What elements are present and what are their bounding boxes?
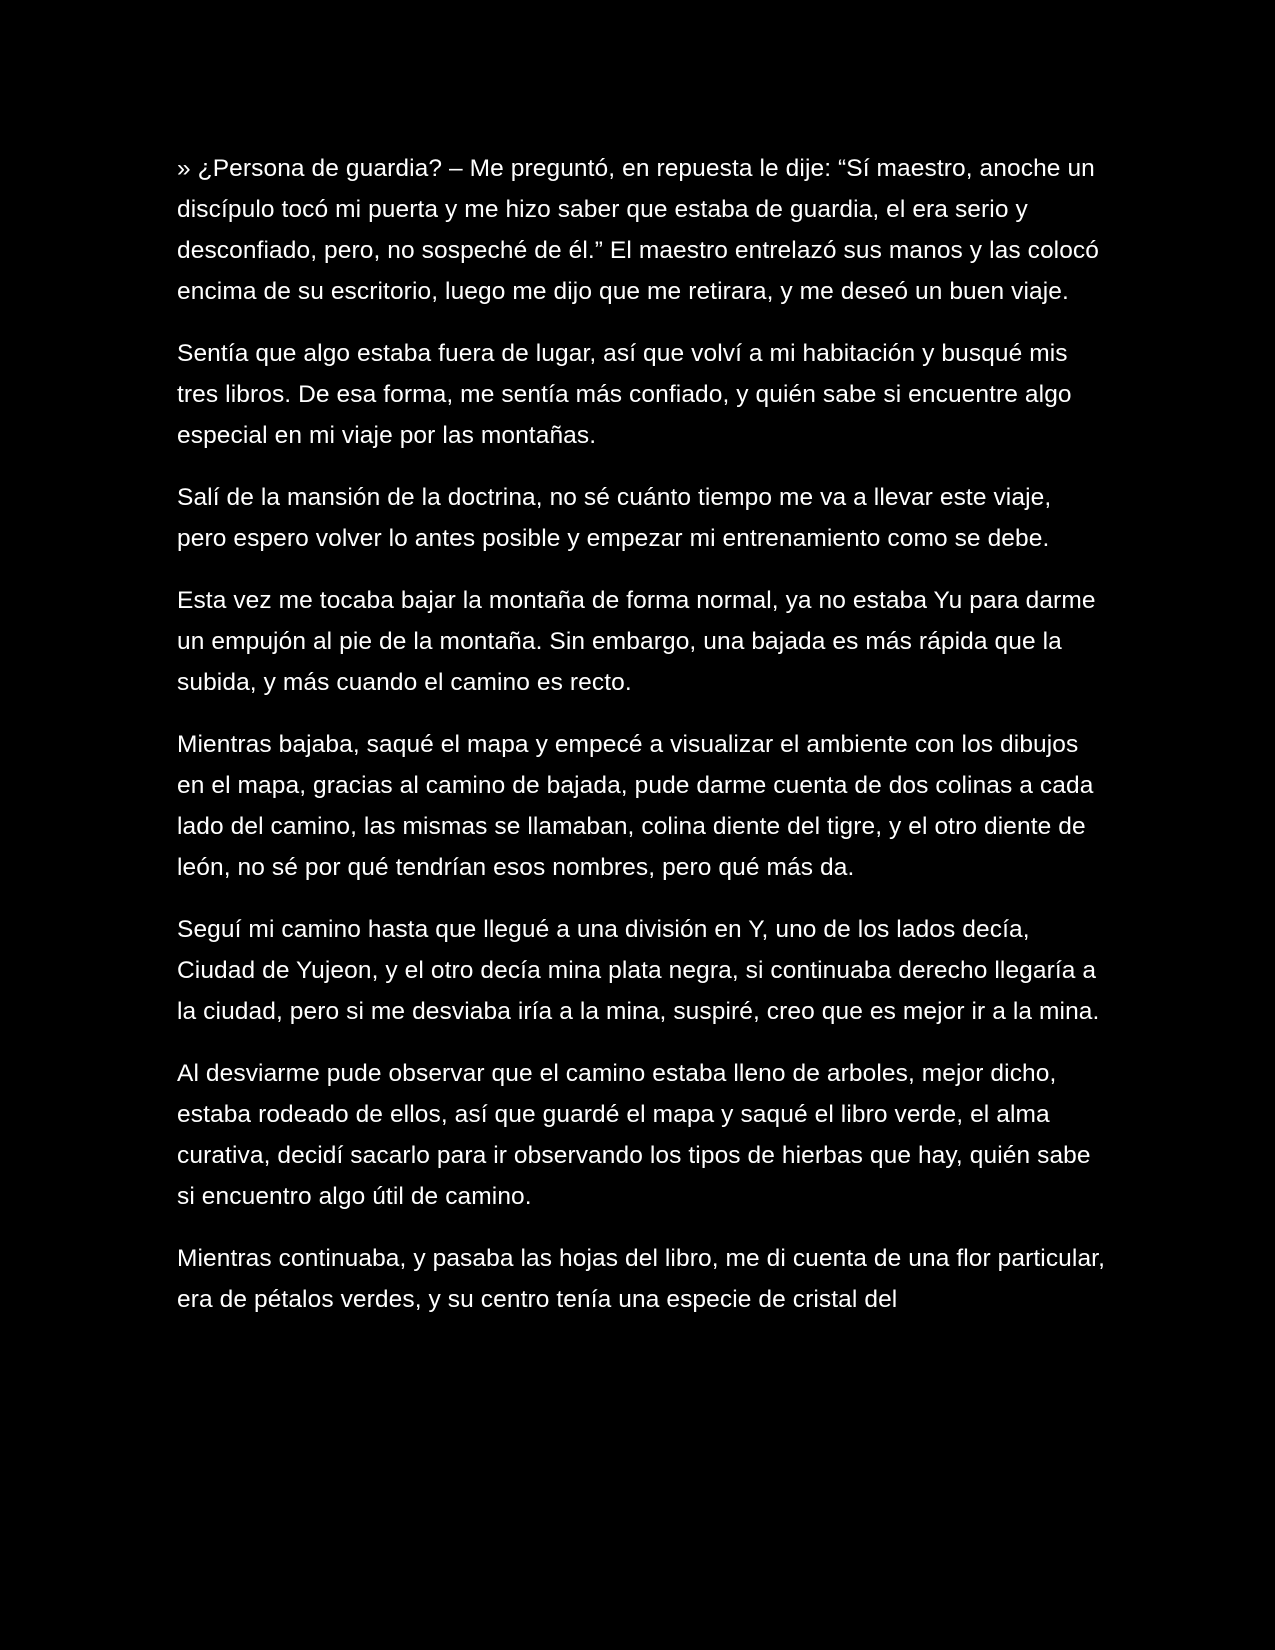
- paragraph-4: Esta vez me tocaba bajar la montaña de forma normal, ya no estaba Yu para darme un empujón al pie de la montaña. Sin embargo, una bajada es más rápida que la subida, y más cuando el camino es recto.: [177, 587, 1096, 696]
- paragraph-1: » ¿Persona de guardia? – Me preguntó, en repuesta le dije: “Sí maestro, anoche un discípulo tocó mi puerta y me hizo saber que estaba de guardia, el era serio y desconfiado, pero, no sospeché de él.” El maestro entrelazó sus manos y las colocó encima de su escritorio, luego me dijo que me retirara, y me deseó un buen viaje.: [177, 155, 1100, 305]
- document-body: [177, 148, 1107, 1341]
- paragraph-7: Al desviarme pude observar que el camino estaba lleno de arboles, mejor dicho, estaba rodeado de ellos, así que guardé el mapa y saqué el libro verde, el alma curativa, decidí sacarlo para ir observando los tipos de hierbas que hay, quién sabe si encuentro algo útil de camino.: [177, 1060, 1091, 1210]
- paragraph-3: Salí de la mansión de la doctrina, no sé cuánto tiempo me va a llevar este viaje, pero espero volver lo antes posible y empezar mi entrenamiento como se debe.: [177, 484, 1052, 552]
- paragraph-5: Mientras bajaba, saqué el mapa y empecé a visualizar el ambiente con los dibujos en el mapa, gracias al camino de bajada, pude darme cuenta de dos colinas a cada lado del camino, las mismas se llamaban, colina diente del tigre, y el otro diente de león, no sé por qué tendrían esos nombres, pero qué más da.: [177, 731, 1094, 881]
- paragraph-6: Seguí mi camino hasta que llegué a una división en Y, uno de los lados decía, Ciudad de Yujeon, y el otro decía mina plata negra, si continuaba derecho llegaría a la ciudad, pero si me desviaba iría a la mina, suspiré, creo que es mejor ir a la mina.: [177, 916, 1100, 1025]
- paragraph-8: Mientras continuaba, y pasaba las hojas del libro, me di cuenta de una flor particular, era de pétalos verdes, y su centro tenía una especie de cristal del: [177, 1245, 1105, 1313]
- paragraph-2: Sentía que algo estaba fuera de lugar, así que volví a mi habitación y busqué mis tres libros. De esa forma, me sentía más confiado, y quién sabe si encuentre algo especial en mi viaje por las montañas.: [177, 340, 1072, 449]
